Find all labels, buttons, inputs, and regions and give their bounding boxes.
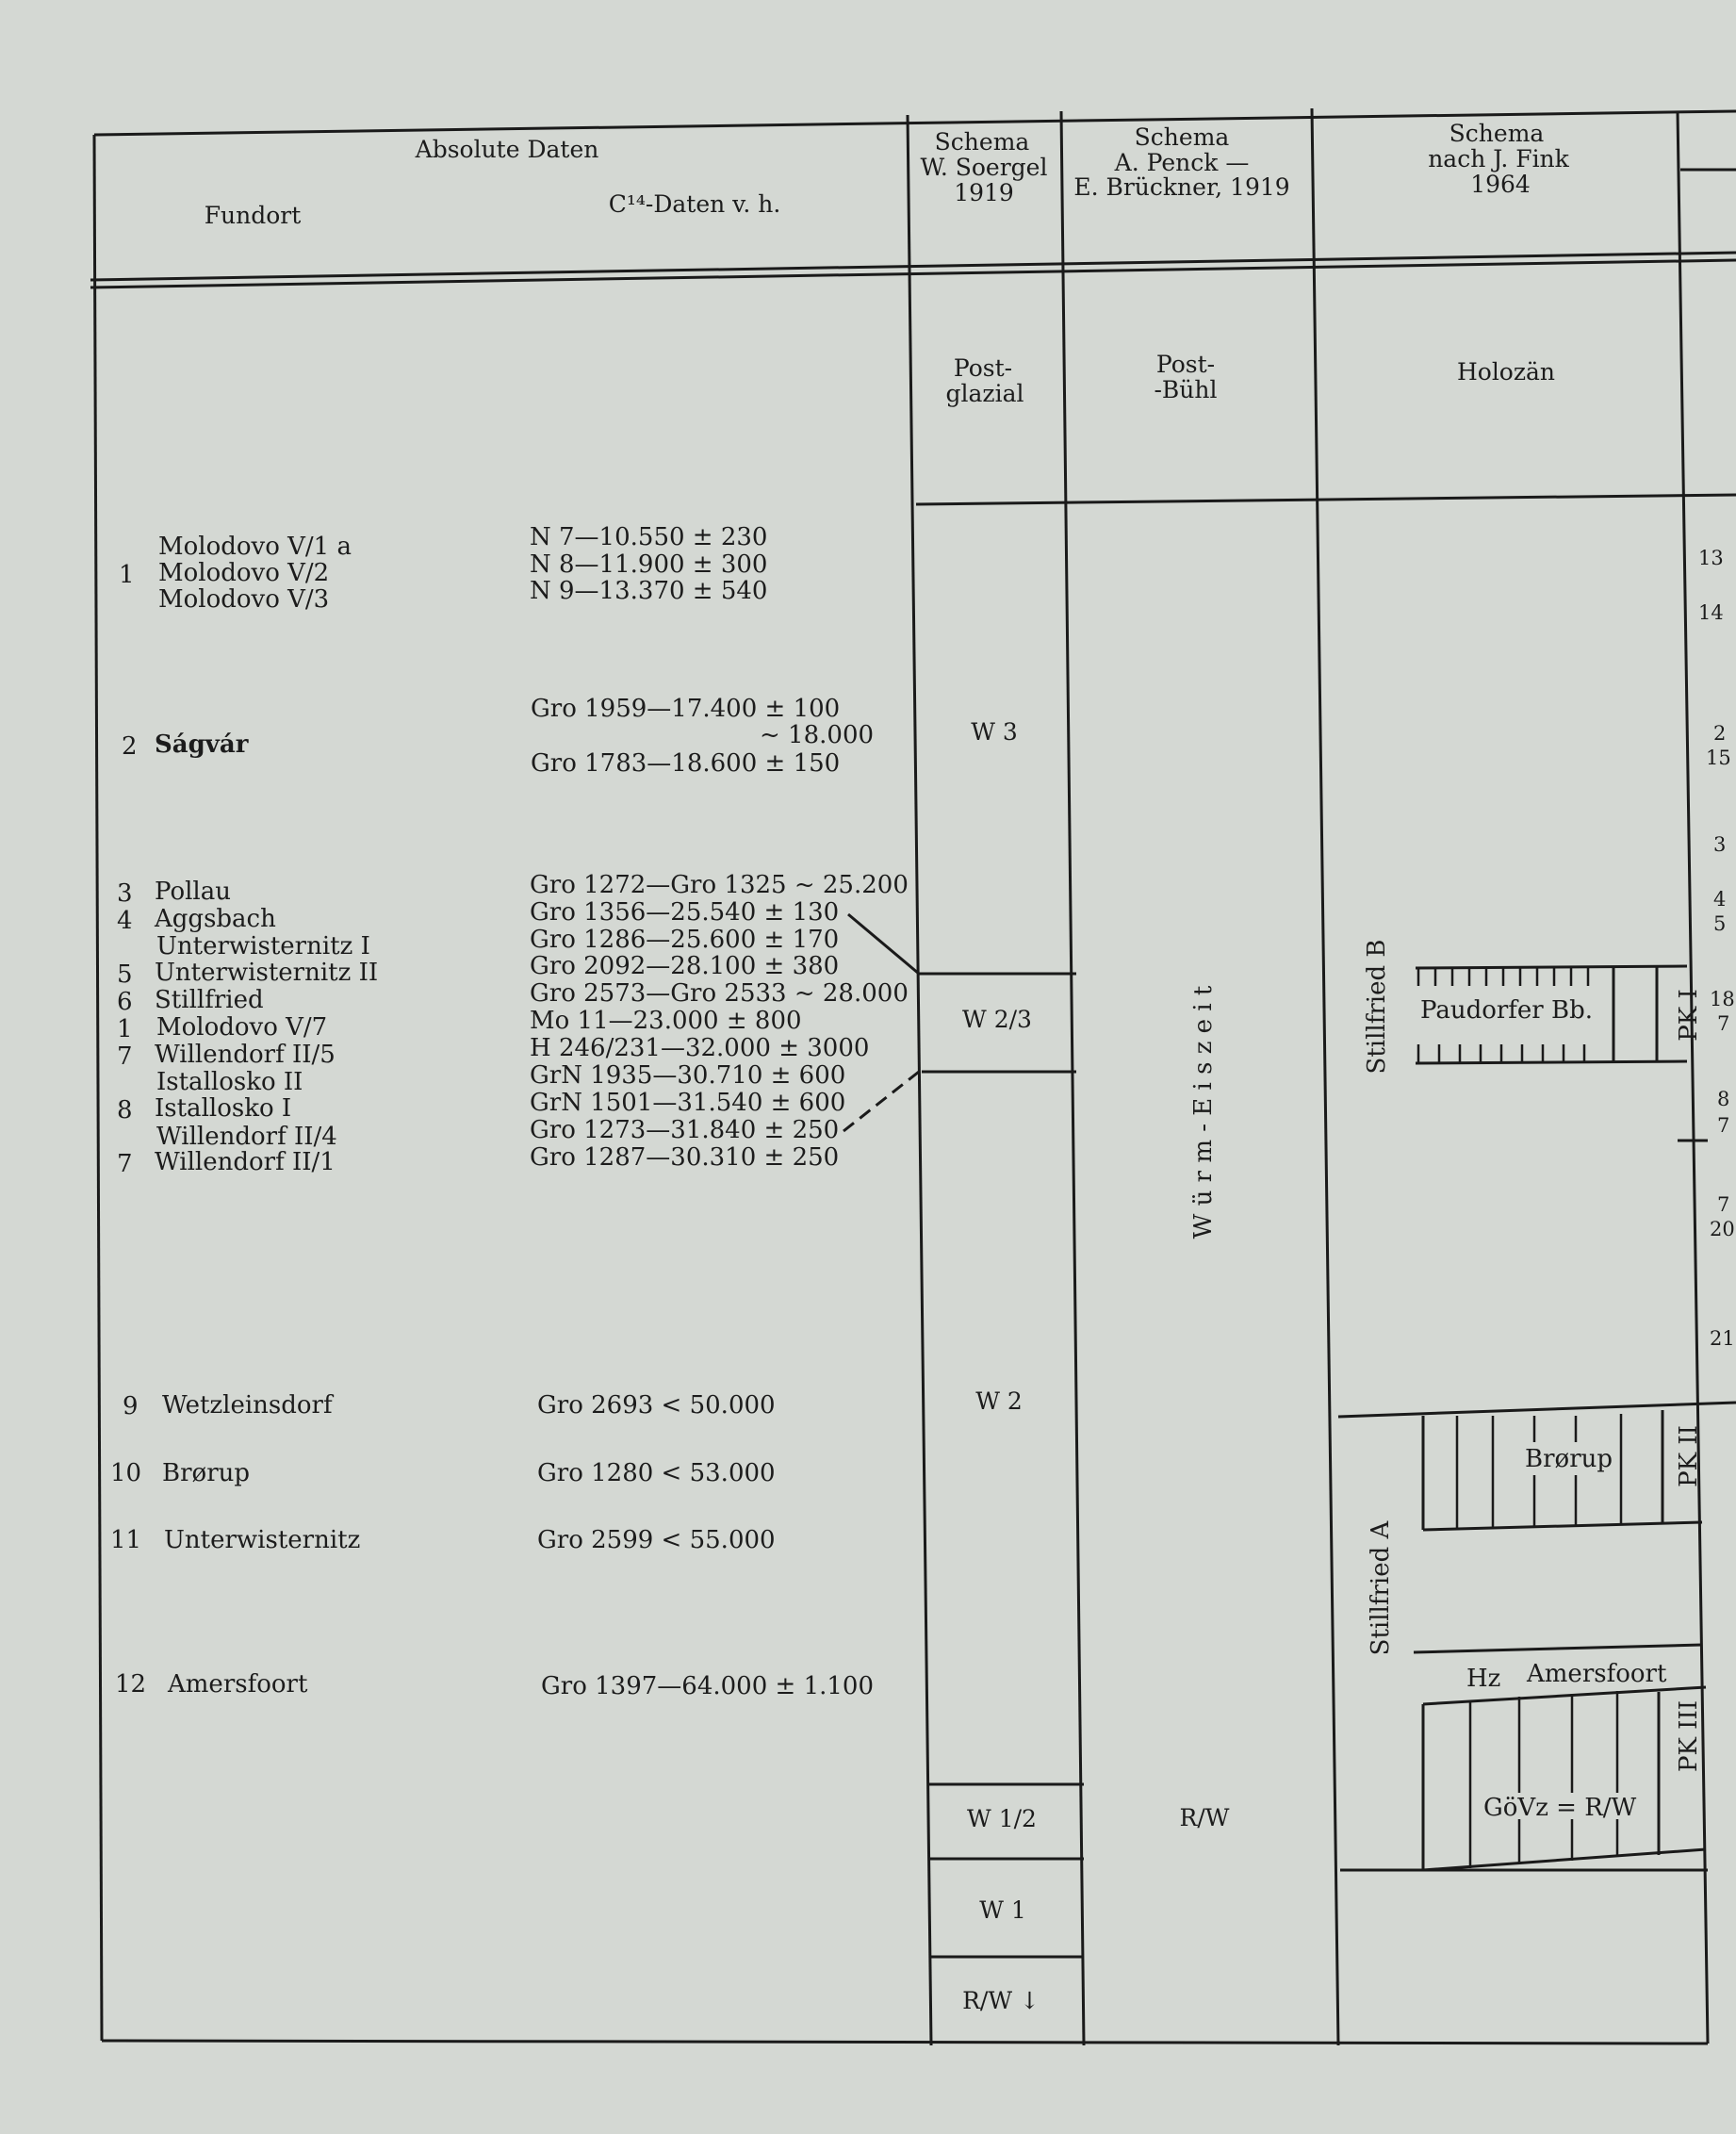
- margin-number: 4: [1713, 888, 1727, 911]
- site-name: Istallosko I: [155, 1094, 292, 1123]
- site-date: Gro 1959—17.400 ± 100: [531, 695, 841, 723]
- soergel-w23: W 2/3: [962, 1006, 1032, 1033]
- site-number: 7: [117, 1042, 133, 1071]
- site-number: 12: [115, 1670, 147, 1699]
- soergel-w2: W 2: [975, 1387, 1023, 1415]
- site-name: Wetzleinsdorf: [162, 1391, 333, 1420]
- penck-postbuehl-1: Post-: [1155, 351, 1216, 378]
- site-date: Gro 1286—25.600 ± 170: [530, 926, 840, 954]
- site-name: Willendorf II/5: [155, 1041, 336, 1069]
- fink-pk2: PK II: [1675, 1425, 1703, 1487]
- site-name: Aggsbach: [155, 905, 276, 933]
- margin-number: 20: [1710, 1218, 1735, 1240]
- fink-holozaen: Holozän: [1456, 358, 1556, 386]
- site-name: Pollau: [155, 878, 231, 906]
- site-name: Istallosko II: [156, 1068, 303, 1096]
- site-name: Willendorf II/4: [156, 1123, 337, 1151]
- margin-number: 3: [1713, 833, 1727, 856]
- header-fundort: Fundort: [204, 202, 302, 229]
- soergel-w1: W 1: [979, 1896, 1026, 1924]
- soergel-w12: W 1/2: [967, 1805, 1037, 1832]
- site-name: Molodovo V/3: [158, 585, 330, 614]
- site-number: 9: [123, 1392, 139, 1420]
- site-number: 1: [117, 1015, 133, 1043]
- site-name: Unterwisternitz II: [155, 959, 379, 987]
- soergel-rw: R/W ↓: [962, 1987, 1040, 2014]
- site-date: N 7—10.550 ± 230: [530, 523, 768, 551]
- header-absolute-data: Absolute Daten: [415, 136, 599, 163]
- site-date: Gro 1356—25.540 ± 130: [530, 898, 840, 927]
- site-date: H 246/231—32.000 ± 3000: [530, 1034, 870, 1062]
- fink-pk3: PK III: [1675, 1700, 1703, 1772]
- header-fink-3: 1964: [1470, 171, 1531, 198]
- site-number: 5: [117, 960, 133, 989]
- fink-stillfried-a: Stillfried A: [1367, 1520, 1395, 1656]
- margin-number: 7: [1717, 1012, 1730, 1035]
- site-number: 4: [117, 907, 133, 935]
- site-date: N 8—11.900 ± 300: [530, 550, 768, 579]
- site-name: Molodovo V/1 a: [158, 533, 352, 561]
- site-date: GrN 1935—30.710 ± 600: [530, 1061, 846, 1090]
- penck-wuerm-eiszeit: W ü r m - E i s z e i t: [1189, 985, 1218, 1239]
- margin-number: 15: [1706, 747, 1731, 769]
- penck-rw: R/W: [1179, 1804, 1230, 1831]
- site-name: Molodovo V/2: [158, 559, 330, 587]
- site-date: Gro 1287—30.310 ± 250: [530, 1143, 840, 1172]
- site-name: Molodovo V/7: [156, 1013, 328, 1042]
- site-date: Gro 1272—Gro 1325 ~ 25.200: [530, 871, 909, 899]
- margin-number: 7: [1717, 1193, 1730, 1216]
- fink-goevz: GöVz = R/W: [1483, 1794, 1637, 1822]
- site-name: Unterwisternitz: [164, 1526, 361, 1554]
- margin-number: 7: [1717, 1114, 1730, 1137]
- site-number: 7: [117, 1150, 133, 1178]
- site-number: 8: [117, 1096, 133, 1124]
- site-name: Brørup: [162, 1459, 251, 1487]
- site-date: Gro 2599 < 55.000: [537, 1526, 776, 1554]
- soergel-w3: W 3: [971, 718, 1018, 746]
- soergel-postglazial-1: Post-: [953, 354, 1013, 382]
- site-name: Stillfried: [155, 986, 264, 1014]
- site-name: Amersfoort: [168, 1670, 308, 1699]
- site-name: Unterwisternitz I: [156, 932, 370, 960]
- margin-number: 13: [1698, 547, 1724, 569]
- header-fink-1: Schema: [1449, 120, 1545, 147]
- fink-hz: Hz: [1466, 1665, 1501, 1693]
- site-date: Gro 1280 < 53.000: [537, 1459, 776, 1487]
- site-date: Gro 1397—64.000 ± 1.100: [541, 1672, 875, 1700]
- header-penck-2: A. Penck —: [1114, 149, 1250, 176]
- penck-postbuehl-2: -Bühl: [1154, 376, 1218, 403]
- site-number: 11: [110, 1526, 142, 1554]
- header-soergel-1: Schema: [934, 128, 1030, 156]
- site-date: Gro 1783—18.600 ± 150: [531, 749, 841, 778]
- site-date: Gro 1273—31.840 ± 250: [530, 1116, 840, 1144]
- margin-number: 14: [1698, 601, 1724, 624]
- fink-pk1: PK I: [1675, 989, 1703, 1042]
- site-date: Gro 2573—Gro 2533 ~ 28.000: [530, 979, 909, 1008]
- fink-stillfried-b: Stillfried B: [1363, 939, 1391, 1075]
- header-soergel-2: W. Soergel: [920, 154, 1048, 181]
- fink-amersfoort: Amersfoort: [1527, 1660, 1667, 1688]
- site-date: N 9—13.370 ± 540: [530, 577, 768, 605]
- site-number: 2: [122, 732, 138, 761]
- site-date: ~ 18.000: [760, 721, 875, 749]
- header-penck-3: E. Brückner, 1919: [1073, 173, 1290, 201]
- site-number: 10: [110, 1459, 142, 1487]
- site-number: 6: [117, 988, 133, 1016]
- margin-number: 2: [1713, 722, 1727, 745]
- header-penck-1: Schema: [1134, 123, 1230, 151]
- site-date: GrN 1501—31.540 ± 600: [530, 1089, 846, 1117]
- site-number: 1: [119, 561, 135, 589]
- margin-number: 21: [1710, 1327, 1735, 1350]
- site-name: Willendorf II/1: [155, 1148, 336, 1176]
- soergel-postglazial-2: glazial: [945, 380, 1024, 407]
- site-number: 3: [117, 879, 133, 908]
- margin-number: 5: [1713, 912, 1727, 935]
- site-date: Gro 2092—28.100 ± 380: [530, 952, 840, 980]
- fink-paudorfer-bb: Paudorfer Bb.: [1420, 996, 1594, 1025]
- fink-brorup: Brørup: [1525, 1445, 1613, 1473]
- site-date: Mo 11—23.000 ± 800: [530, 1007, 802, 1035]
- header-soergel-3: 1919: [954, 179, 1014, 206]
- header-fink-2: nach J. Fink: [1428, 145, 1569, 172]
- margin-number: 18: [1710, 988, 1735, 1010]
- header-c14: C¹⁴-Daten v. h.: [608, 190, 781, 218]
- site-date: Gro 2693 < 50.000: [537, 1391, 776, 1420]
- margin-number: 8: [1717, 1088, 1730, 1110]
- site-name: Ságvár: [155, 730, 249, 759]
